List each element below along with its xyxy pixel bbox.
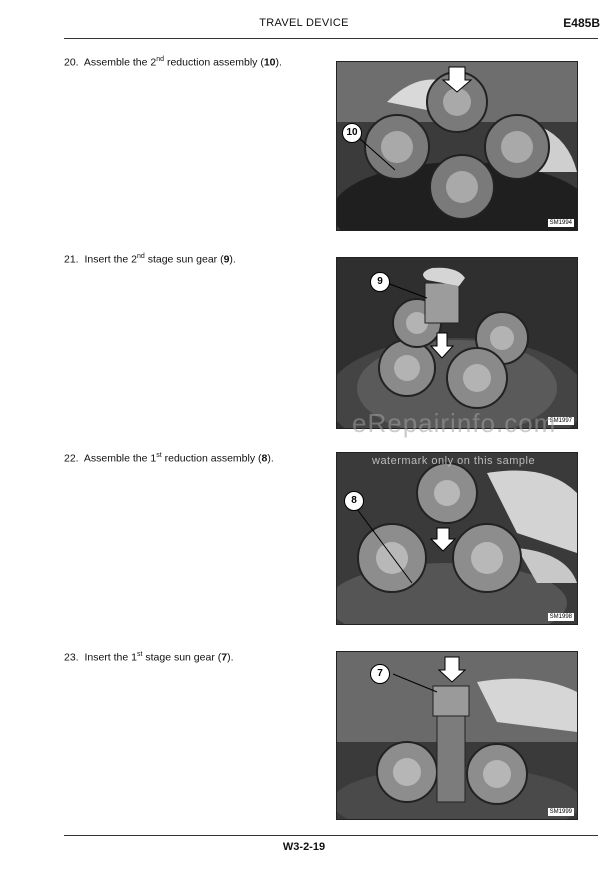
header-title: TRAVEL DEVICE <box>259 17 349 29</box>
callout-7: 7 <box>370 664 390 684</box>
watermark-brand: eRepairinfo.com <box>352 408 557 438</box>
step-22-photo <box>336 452 578 625</box>
header-divider <box>64 38 598 39</box>
photo-code: SM1999 <box>549 809 572 815</box>
step-22-text: 22. Assemble the 1st reduction assembly (8). <box>64 452 274 465</box>
photo-code: SM1994 <box>549 220 572 226</box>
callout-8: 8 <box>344 491 364 511</box>
step-20-text: 20. Assemble the 2nd reduction assembly (10). <box>64 56 282 69</box>
model-code: E485B <box>563 16 600 30</box>
photo-code: SM1997 <box>549 418 572 424</box>
step-23-text: 23. Insert the 1st stage sun gear (7). <box>64 651 234 664</box>
step-21-photo <box>336 257 578 429</box>
page-number: W3-2-19 <box>282 841 326 853</box>
callout-10: 10 <box>342 123 362 143</box>
step-21-text: 21. Insert the 2nd stage sun gear (9). <box>64 253 236 266</box>
step-23-photo <box>336 651 578 820</box>
callout-9: 9 <box>370 272 390 292</box>
footer-divider <box>64 835 598 836</box>
photo-code: SM1998 <box>549 614 572 620</box>
watermark-note: watermark only on this sample <box>372 455 536 467</box>
step-20-photo <box>336 61 578 231</box>
